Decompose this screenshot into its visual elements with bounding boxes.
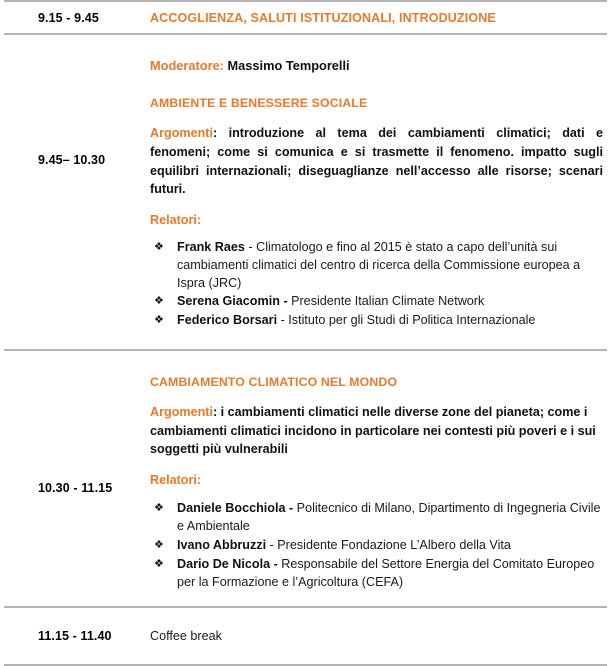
list-item bbox=[150, 293, 603, 311]
topics-paragraph bbox=[150, 124, 603, 199]
list-item bbox=[150, 500, 603, 536]
content-cell bbox=[150, 9, 615, 27]
time-cell: 11.15 - 11.40 bbox=[38, 629, 112, 644]
speakers-list bbox=[150, 239, 603, 330]
time-cell: 10.30 - 11.15 bbox=[38, 481, 113, 496]
list-item bbox=[150, 556, 603, 592]
argomenti-text: : i cambiamenti climatici nelle diverse zone del pianeta; come i cambiamenti climatici incidono in particolare nei contesti più poveri e i sui soggetti più vulnerabili bbox=[150, 405, 596, 457]
speaker-description: Presidente Italian Climate Network bbox=[287, 294, 485, 309]
moderator-label: Moderatore: bbox=[150, 58, 224, 73]
time-cell: 9.45– 10.30 bbox=[38, 153, 106, 167]
diamond-bullet-icon: ❖ bbox=[154, 295, 164, 308]
content-cell bbox=[150, 627, 615, 645]
table-row bbox=[0, 35, 615, 349]
diamond-bullet-icon: ❖ bbox=[154, 538, 164, 551]
moderator-name: Massimo Temporelli bbox=[227, 58, 350, 73]
diamond-bullet-icon: ❖ bbox=[154, 240, 164, 253]
table-row bbox=[0, 608, 615, 664]
topic-title: CAMBIAMENTO CLIMATICO NEL MONDO bbox=[150, 375, 398, 390]
table-row bbox=[0, 2, 615, 33]
speaker-name: Federico Borsari bbox=[177, 313, 278, 328]
speaker-name: Serena Giacomin - bbox=[177, 294, 288, 309]
table-row bbox=[0, 351, 615, 606]
argomenti-label: Argomenti bbox=[150, 126, 213, 141]
speaker-description: Politecnico di Milano, Dipartimento di Ingegneria Civile e Ambientale bbox=[177, 501, 601, 533]
diamond-bullet-icon: ❖ bbox=[154, 502, 164, 515]
diamond-bullet-icon: ❖ bbox=[154, 557, 164, 570]
speakers-label: Relatori: bbox=[150, 473, 202, 488]
section-title: ACCOGLIENZA, SALUTI ISTITUZIONALI, INTRODUZIONE bbox=[150, 10, 496, 25]
speaker-description: - Climatologo e fino al 2015 è stato a capo dell’unità sui cambiamenti climatici del centro di ricerca della Commissione europea a Ispra (JRC) bbox=[177, 239, 581, 290]
coffee-break-label: Coffee break bbox=[150, 629, 222, 644]
argomenti-text: : introduzione al tema dei cambiamenti climatici; dati e fenomeni; come si comunica e si trasmette il fenomeno. impatto sugli equilibri internazionali; diseguaglianze nell’accesso alle risorse; scenari futuri. bbox=[150, 126, 603, 197]
speaker-description: - Istituto per gli Studi di Politica Internazionale bbox=[277, 313, 536, 328]
speaker-name: Daniele Bocchiola - bbox=[177, 501, 294, 516]
topic-title: AMBIENTE E BENESSERE SOCIALE bbox=[150, 96, 368, 111]
list-item bbox=[150, 537, 603, 555]
moderator-line bbox=[150, 57, 603, 74]
speaker-description: Responsabile del Settore Energia del Comitato Europeo per la Formazione e l’Agricoltura (CEFA) bbox=[177, 556, 595, 589]
speakers-list bbox=[150, 500, 603, 591]
topics-paragraph bbox=[150, 403, 603, 459]
argomenti-label: Argomenti bbox=[150, 405, 213, 420]
list-item bbox=[150, 239, 603, 293]
speaker-description: - Presidente Fondazione L’Albero della Vita bbox=[266, 537, 511, 552]
speaker-name: Frank Raes bbox=[177, 239, 245, 254]
list-item bbox=[150, 312, 603, 330]
speaker-name: Ivano Abbruzzi bbox=[177, 537, 267, 552]
time-cell: 9.15 - 9.45 bbox=[38, 10, 99, 25]
content-cell bbox=[150, 351, 615, 606]
diamond-bullet-icon: ❖ bbox=[154, 314, 164, 327]
speaker-name: Dario De Nicola - bbox=[177, 556, 278, 571]
speakers-label: Relatori: bbox=[150, 212, 202, 227]
content-cell bbox=[150, 35, 615, 349]
